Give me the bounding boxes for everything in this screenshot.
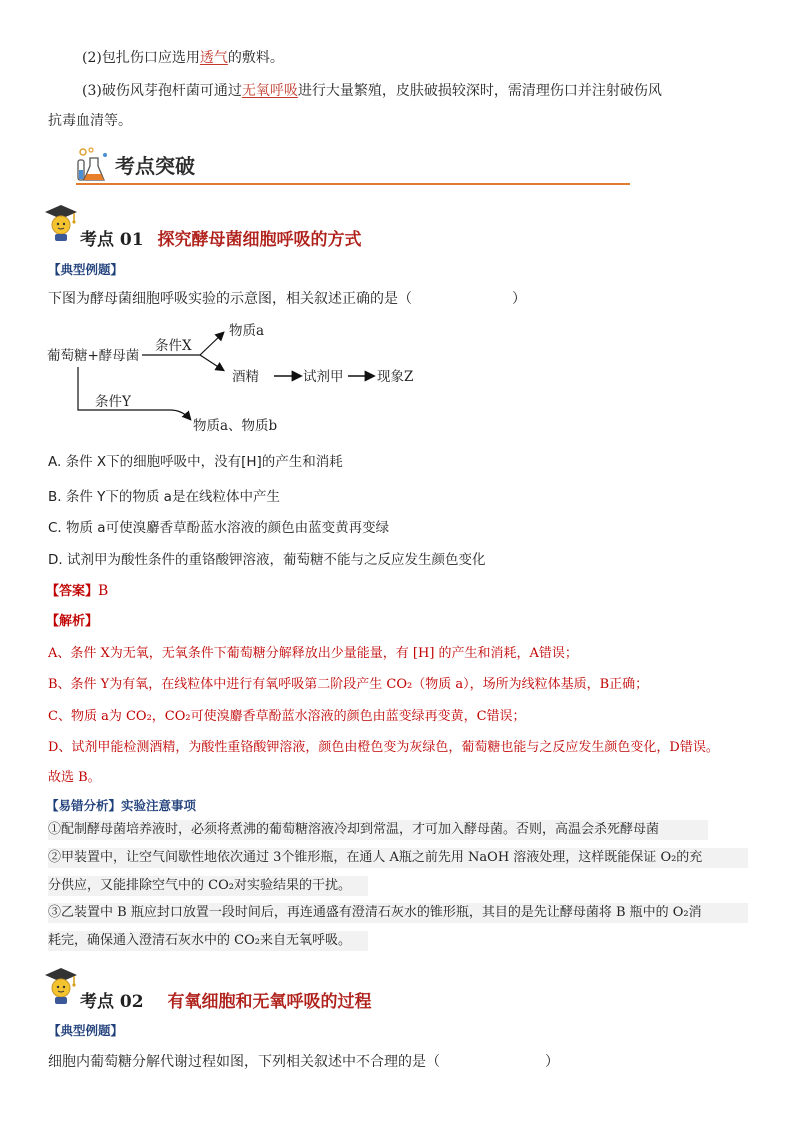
kp2-question: 细胞内葡萄糖分解代谢过程如图，下列相关叙述中不合理的是（ ） xyxy=(48,1054,559,1070)
kp2-label: 考点 02 xyxy=(80,992,144,1012)
diagram-cond-x: 条件X xyxy=(155,338,192,354)
diagram-alcohol: 酒精 xyxy=(232,369,259,385)
analysis-tag: 【解析】 xyxy=(46,614,99,629)
kp2-example-tag: 【典型例题】 xyxy=(48,1023,124,1038)
diagram-substance-a: 物质a xyxy=(229,323,265,339)
intro-line-2: (2)包扎伤口应选用透气的敷料。 xyxy=(82,50,284,66)
note-2: ②甲装置中，让空气间歇性地依次通过 3个锥形瓶，在通人 A瓶之前先用 NaOH 溶液处理，这样既能保证 O₂的充 xyxy=(48,848,748,868)
scholar-icon xyxy=(44,203,78,247)
diagram-start: 葡萄糖+酵母菌 xyxy=(47,348,140,364)
diagram-reagent: 试剂甲 xyxy=(303,369,344,385)
kp1-question: 下图为酵母菌细胞呼吸实验的示意图，相关叙述正确的是（ ） xyxy=(48,291,526,307)
error-analysis-tag: 【易错分析】实验注意事项 xyxy=(46,798,197,813)
respiration-diagram xyxy=(40,315,440,440)
kp1-option-d: D. 试剂甲为酸性条件的重铬酸钾溶液，葡萄糖不能与之反应发生颜色变化 xyxy=(48,552,486,568)
answer-tag: 【答案】 xyxy=(46,584,99,599)
kp1-option-a: A. 条件 X下的细胞呼吸中，没有[H]的产生和消耗 xyxy=(48,454,343,470)
diagram-phenomenon: 现象Z xyxy=(377,369,414,385)
note-2-cont: 分供应，又能排除空气中的 CO₂对实验结果的干扰。 xyxy=(48,876,368,896)
diagram-cond-y: 条件Y xyxy=(95,394,131,410)
diagram-arrow-cond-y xyxy=(78,367,190,419)
note-1: ①配制酵母菌培养液时，必须将煮沸的葡萄糖溶液冷却到常温，才可加入酵母菌。否则，高温会杀死酵母菌 xyxy=(48,820,708,840)
note-3: ③乙装置中 B 瓶应封口放置一段时间后，再连通盛有澄清石灰水的锥形瓶，其目的是先让酵母菌将 B 瓶中的 O₂消 xyxy=(48,903,748,923)
kp1-answer xyxy=(46,581,108,602)
diagram-arrow-to-alcohol xyxy=(200,355,223,370)
analysis-c: C、物质 a为 CO₂，CO₂可使溴麝香草酚蓝水溶液的颜色由蓝变绿再变黄，C错误； xyxy=(48,709,526,724)
diagram-arrow-to-a xyxy=(200,333,223,355)
analysis-d: D、试剂甲能检测酒精，为酸性重铬酸钾溶液，颜色由橙色变为灰绿色，葡萄糖也能与之反应发生颜色变化，D错误。 xyxy=(48,740,719,755)
lab-flask-icon xyxy=(74,146,112,188)
underline-anaerobic: 无氧呼吸 xyxy=(241,83,298,99)
section-divider xyxy=(76,183,630,185)
intro-line-3-cont: 抗毒血清等。 xyxy=(48,113,132,129)
kp1-option-c: C. 物质 a可使溴麝香草酚蓝水溶液的颜色由蓝变黄再变绿 xyxy=(48,520,390,536)
analysis-conclusion: 故选 B。 xyxy=(48,770,101,785)
note-3-cont: 耗完，确保通入澄清石灰水中的 CO₂来自无氧呼吸。 xyxy=(48,931,368,951)
intro-line-3: (3)破伤风芽孢杆菌可通过无氧呼吸进行大量繁殖，皮肤破损较深时，需清理伤口并注射破伤风 xyxy=(82,83,662,99)
scholar-icon-2 xyxy=(44,966,78,1010)
analysis-b: B、条件 Y为有氧，在线粒体中进行有氧呼吸第二阶段产生 CO₂（物质 a），场所为线粒体基质，B正确； xyxy=(48,677,649,692)
diagram-substance-ab: 物质a、物质b xyxy=(193,418,278,434)
kp2-name: 有氧细胞和无氧呼吸的过程 xyxy=(167,992,372,1012)
kp1-heading xyxy=(80,225,362,250)
kp1-label: 考点 01 xyxy=(80,230,144,250)
kp1-name: 探究酵母菌细胞呼吸的方式 xyxy=(157,230,362,250)
kp1-option-b: B. 条件 Y下的物质 a是在线粒体中产生 xyxy=(48,489,280,505)
underline-breathable: 透气 xyxy=(199,50,228,66)
kp2-heading xyxy=(80,987,372,1012)
answer-value: B xyxy=(98,583,109,599)
section-title: 考点突破 xyxy=(115,154,195,178)
kp1-example-tag: 【典型例题】 xyxy=(48,262,124,277)
analysis-a: A、条件 X为无氧，无氧条件下葡萄糖分解释放出少量能量，有 [H] 的产生和消耗，A错误； xyxy=(48,646,578,661)
